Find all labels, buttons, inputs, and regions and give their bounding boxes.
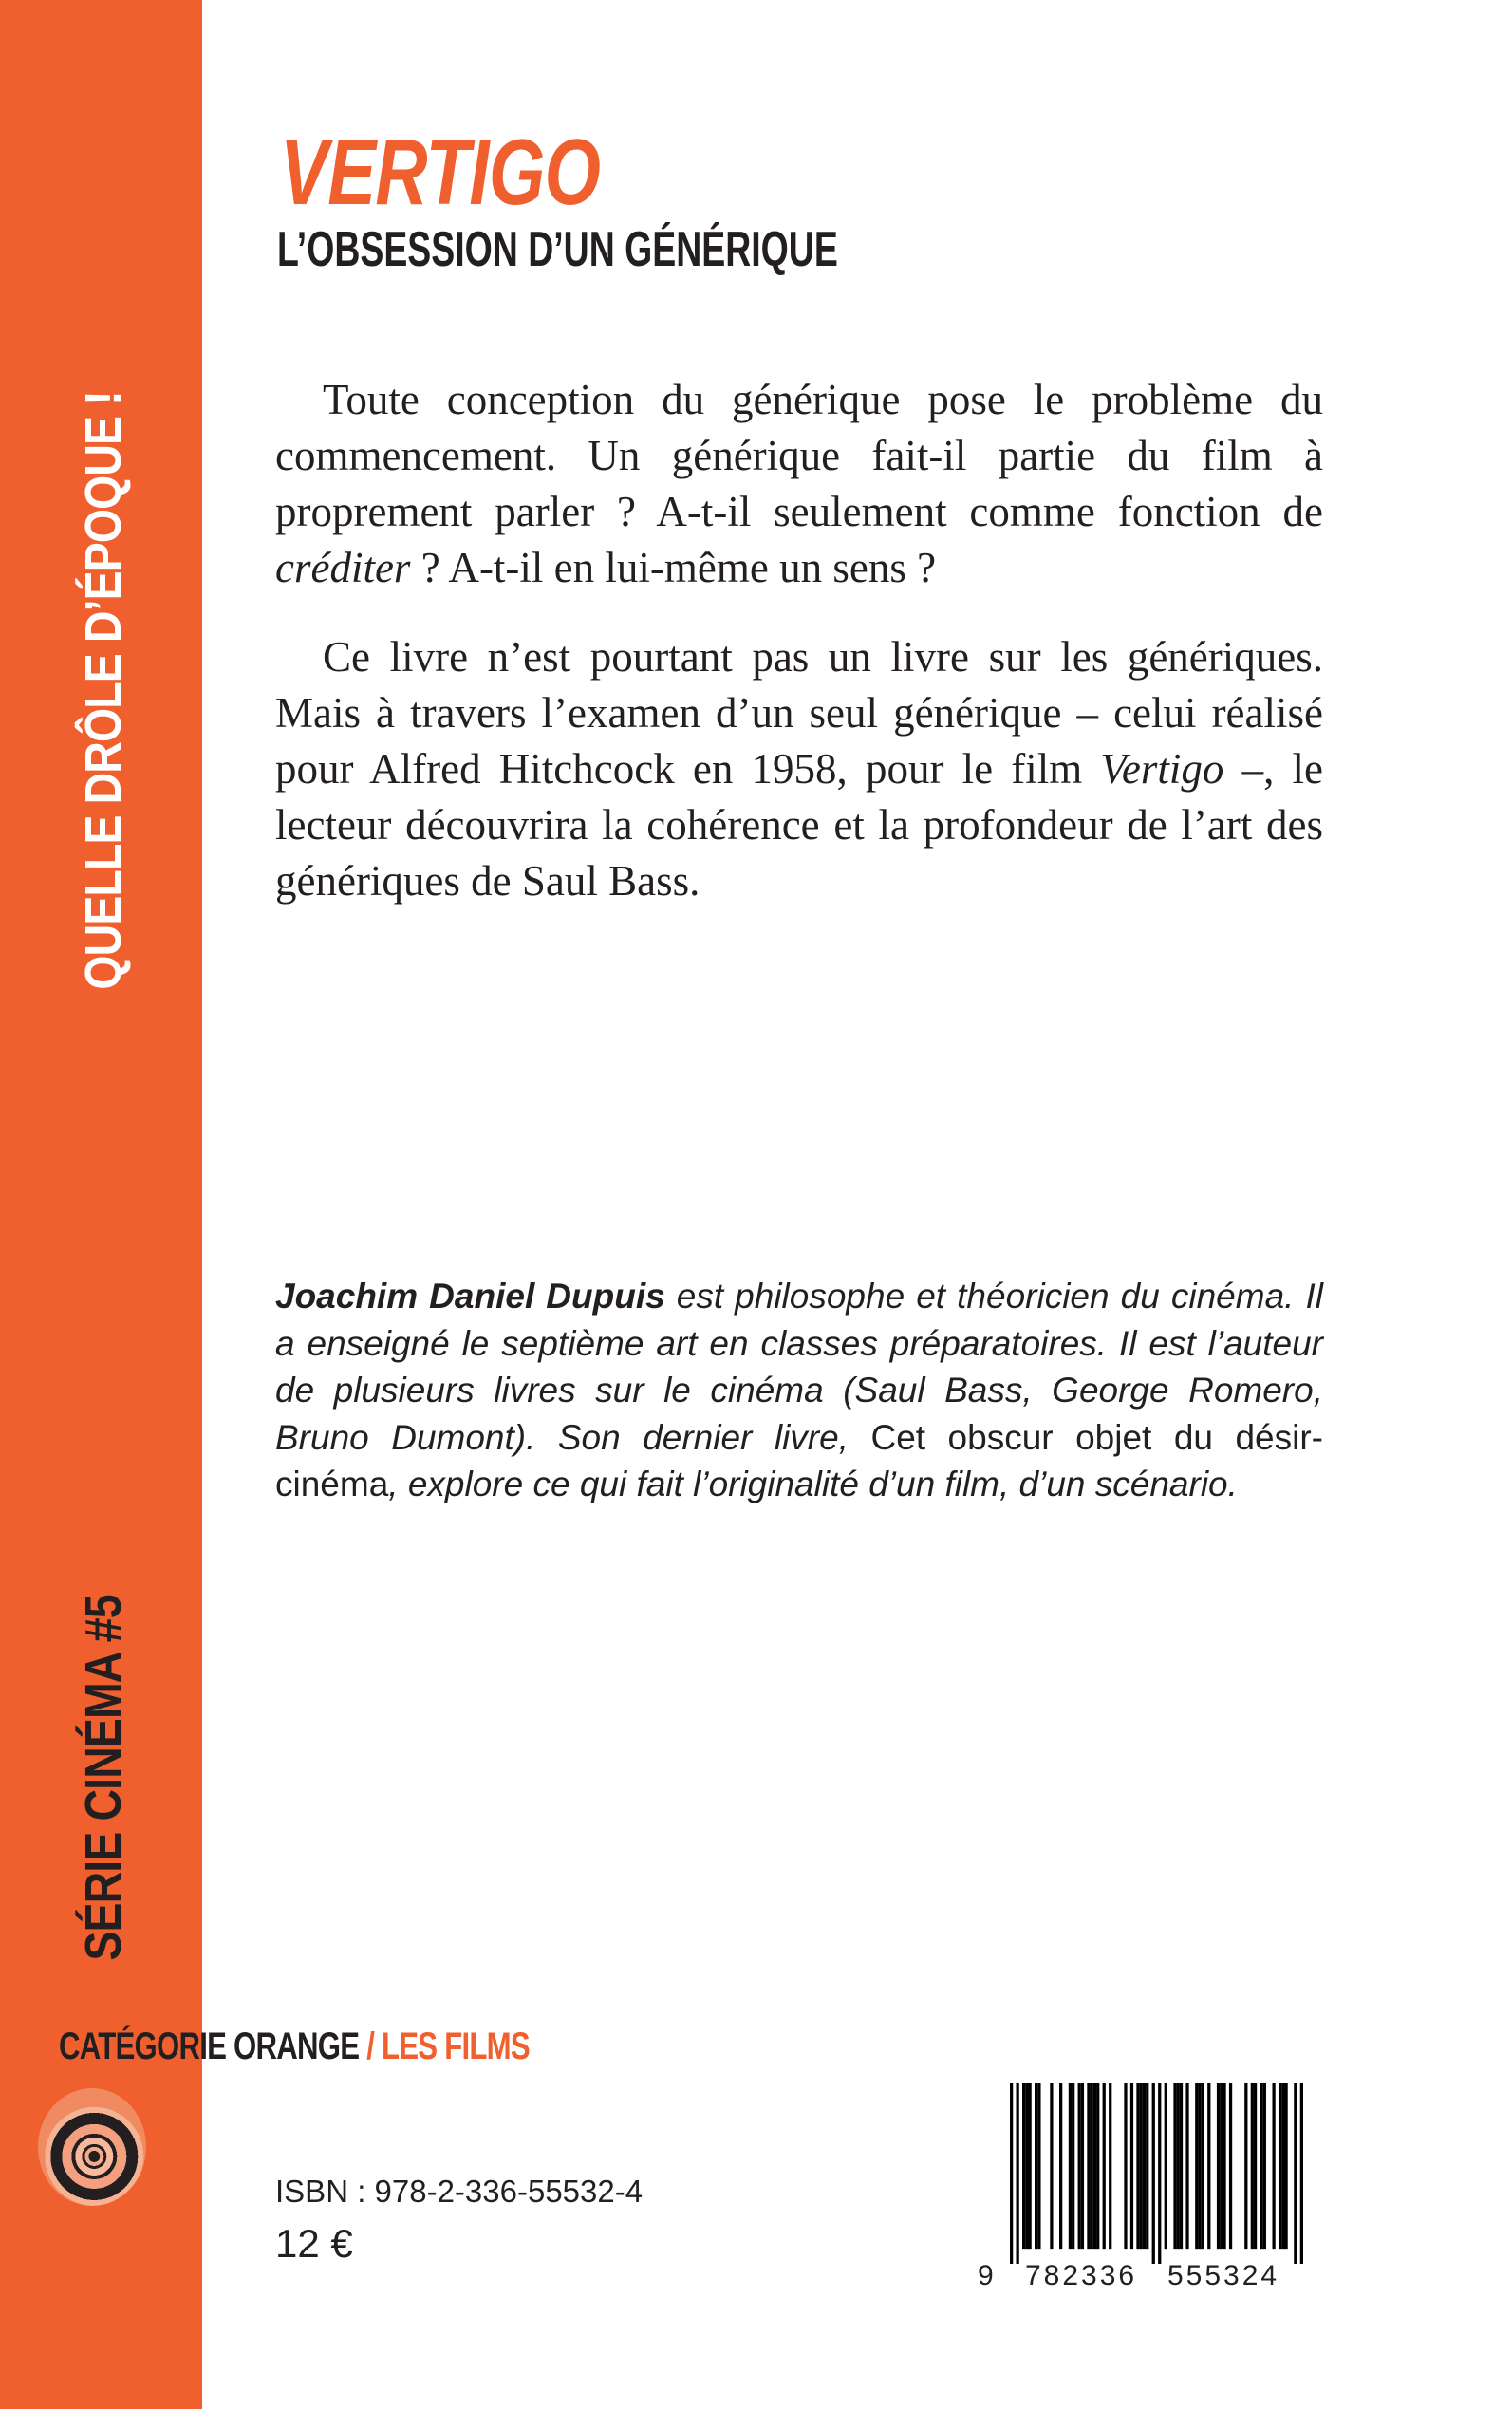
barcode-bar bbox=[1010, 2083, 1013, 2264]
barcode-bar bbox=[1260, 2083, 1262, 2249]
barcode-bar bbox=[1025, 2083, 1028, 2249]
book-title: VERTIGO bbox=[280, 120, 601, 224]
barcode-bar bbox=[1180, 2083, 1183, 2249]
barcode-bar bbox=[1207, 2083, 1210, 2249]
barcode bbox=[978, 2083, 1310, 2302]
blurb-text: –, le lecteur découvrira la cohérence et la profondeur de l’art des génériques de Saul Bass. bbox=[275, 745, 1323, 905]
barcode-bar bbox=[1146, 2083, 1148, 2249]
barcode-bar bbox=[1272, 2083, 1275, 2249]
barcode-bar bbox=[1279, 2083, 1281, 2249]
price: 12 € bbox=[275, 2221, 353, 2266]
blurb-text: Toute conception du générique pose le problème du commencement. Un générique fait-il partie du film à proprement parler ? A-t-il seulement comme fonction de bbox=[275, 376, 1323, 535]
blurb-emphasis: Vertigo bbox=[1100, 745, 1224, 793]
barcode-bar bbox=[1165, 2083, 1167, 2249]
barcode-bar bbox=[1035, 2083, 1037, 2249]
barcode-bar bbox=[1087, 2083, 1090, 2249]
barcode-bar bbox=[1198, 2083, 1201, 2249]
bio-text: , explore ce qui fait l’originalité d’un film, d’un scénario. bbox=[388, 1465, 1238, 1503]
series-name: SÉRIE CINÉMA #5 bbox=[75, 1595, 132, 1961]
blurb-text: Ce livre n’est pourtant pas un livre sur les génériques. Mais à travers l’examen d’un seul générique – celui réalisé pour Alfred Hitchcock en 1958, pour le film bbox=[275, 633, 1323, 793]
blurb-text: ? A-t-il en lui-même un sens ? bbox=[410, 544, 937, 591]
barcode-bar bbox=[1072, 2083, 1074, 2249]
barcode-bar bbox=[1029, 2083, 1032, 2249]
barcode-bar bbox=[1130, 2083, 1133, 2249]
barcode-bar bbox=[1254, 2083, 1257, 2249]
barcode-bar bbox=[1037, 2083, 1040, 2249]
category-sub: LES FILMS bbox=[381, 2026, 530, 2067]
barcode-digits-right: 555324 bbox=[1167, 2260, 1280, 2291]
barcode-digit-first: 9 bbox=[978, 2260, 997, 2291]
barcode-bar bbox=[1081, 2083, 1084, 2249]
blurb-emphasis: créditer bbox=[275, 544, 411, 591]
barcode-bar bbox=[1152, 2083, 1155, 2264]
barcode-bar bbox=[1223, 2083, 1225, 2249]
barcode-bar bbox=[1300, 2083, 1303, 2264]
bio-book-title: Cet obscur objet du désir-cinéma bbox=[275, 1417, 1323, 1503]
book-subtitle: L’OBSESSION D’UN GÉNÉRIQUE bbox=[277, 222, 838, 277]
spiral-staircase-logo-icon bbox=[38, 2088, 146, 2206]
barcode-bar bbox=[1263, 2083, 1266, 2249]
barcode-bar bbox=[1217, 2083, 1220, 2249]
barcode-bar bbox=[1229, 2083, 1232, 2249]
barcode-bar bbox=[1220, 2083, 1223, 2249]
barcode-bar bbox=[1251, 2083, 1254, 2249]
barcode-digits-left: 782336 bbox=[1025, 2260, 1138, 2291]
isbn: ISBN : 978-2-336-55532-4 bbox=[275, 2174, 644, 2209]
barcode-bars bbox=[1010, 2083, 1303, 2264]
barcode-bar bbox=[1158, 2083, 1161, 2264]
blurb-paragraph-1 bbox=[275, 372, 1323, 596]
barcode-bar bbox=[1124, 2083, 1127, 2249]
author-bio bbox=[275, 1273, 1323, 1508]
barcode-bar bbox=[1244, 2083, 1247, 2249]
barcode-bar bbox=[1050, 2083, 1053, 2249]
barcode-bar bbox=[1091, 2083, 1093, 2249]
barcode-bar bbox=[1109, 2083, 1111, 2249]
barcode-bar bbox=[1143, 2083, 1146, 2249]
barcode-bar bbox=[1185, 2083, 1188, 2249]
bio-text: est philosophe et théoricien du cinéma. Il a enseigné le septième art en classes préparatoires. Il est l’auteur de plusieurs livres sur le cinéma (Saul Bass, George Romero, Bruno Dumont). Son dernier livre, bbox=[275, 1277, 1323, 1457]
barcode-bar bbox=[1059, 2083, 1062, 2249]
barcode-bar bbox=[1022, 2083, 1025, 2249]
category-separator: / bbox=[366, 2026, 375, 2067]
barcode-bar bbox=[1294, 2083, 1297, 2264]
barcode-bar bbox=[1069, 2083, 1072, 2249]
barcode-bar bbox=[1202, 2083, 1204, 2249]
series-tagline: QUELLE DRÔLE D’ÉPOQUE ! bbox=[75, 390, 132, 990]
barcode-bar bbox=[1140, 2083, 1143, 2249]
barcode-bar bbox=[1173, 2083, 1176, 2249]
blurb-paragraph-2 bbox=[275, 629, 1323, 909]
barcode-bar bbox=[1017, 2083, 1019, 2264]
barcode-bar bbox=[1136, 2083, 1139, 2249]
barcode-bar bbox=[1177, 2083, 1180, 2249]
barcode-bar bbox=[1078, 2083, 1081, 2249]
barcode-bar bbox=[1195, 2083, 1198, 2249]
barcode-bar bbox=[1093, 2083, 1096, 2249]
barcode-bar bbox=[1284, 2083, 1287, 2249]
category-label bbox=[59, 2026, 530, 2068]
category-main: CATÉGORIE ORANGE bbox=[59, 2026, 360, 2067]
barcode-bar bbox=[1096, 2083, 1099, 2249]
author-name: Joachim Daniel Dupuis bbox=[275, 1277, 665, 1316]
barcode-bar bbox=[1281, 2083, 1284, 2249]
barcode-bar bbox=[1103, 2083, 1106, 2249]
